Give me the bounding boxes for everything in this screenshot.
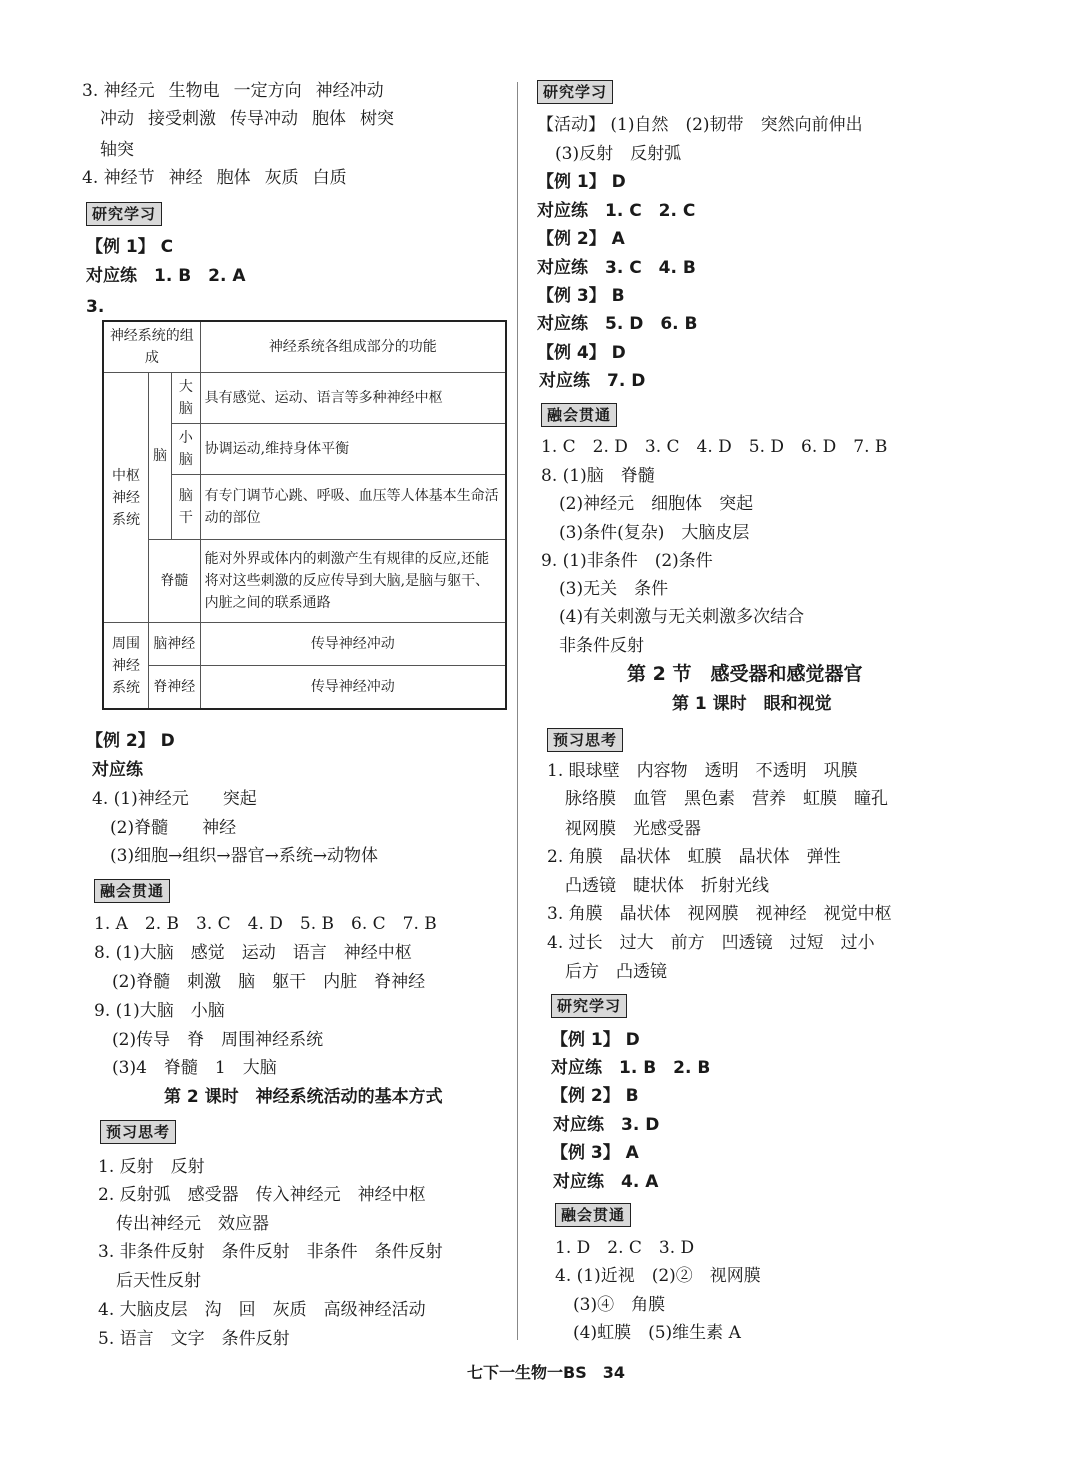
- answer-line: 非条件反射: [559, 636, 644, 656]
- answer-line: 3. 非条件反射 条件反射 非条件 条件反射: [98, 1242, 443, 1262]
- example-answer: 【例 2】 A: [537, 229, 625, 249]
- section-box-integration: 融会贯通: [94, 879, 170, 903]
- page-footer: 七下一生物一BS 34: [467, 1363, 625, 1382]
- table-header: 神经系统各组成部分的功能: [200, 321, 506, 373]
- nervous-system-table: [102, 320, 507, 710]
- lesson-title: 第 2 课时 神经系统活动的基本方式: [164, 1087, 443, 1107]
- table-cell: 具有感觉、运动、语言等多种神经中枢: [200, 373, 506, 424]
- section-box-preview: 预习思考: [100, 1120, 176, 1144]
- practice-answer: 对应练 1. B 2. B: [551, 1058, 711, 1078]
- answer-line: 【活动】 (1)自然 (2)韧带 突然向前伸出: [537, 115, 863, 135]
- answer-line: (4)虹膜 (5)维生素 A: [573, 1323, 741, 1343]
- answer-line: (3)反射 反射弧: [555, 144, 682, 164]
- answer-line: 1. 眼球壁 内容物 透明 不透明 巩膜: [547, 761, 858, 781]
- answer-line: 后方 凸透镜: [565, 962, 667, 982]
- table-group-pns: 周围神经系统: [103, 623, 149, 710]
- answer-line: 8. (1)脑 脊髓: [541, 466, 655, 486]
- answer-line: (3)④ 角膜: [573, 1295, 666, 1315]
- example-answer: 【例 1】 D: [537, 172, 626, 192]
- answer-line: 凸透镜 睫状体 折射光线: [565, 876, 769, 896]
- practice-answer: 对应练 4. A: [553, 1172, 659, 1192]
- answer-line: 9. (1)大脑 小脑: [94, 1001, 225, 1021]
- section-box-integration: 融会贯通: [555, 1203, 631, 1227]
- example-answer: 【例 3】 B: [537, 286, 625, 306]
- answer-line: 4. (1)近视 (2)② 视网膜: [555, 1266, 761, 1286]
- answer-line: (3)4 脊髓 1 大脑: [112, 1058, 277, 1078]
- table-cell: 传导神经冲动: [200, 666, 506, 710]
- example-answer: 【例 1】 C: [86, 237, 174, 257]
- example-answer: 【例 2】 D: [86, 731, 175, 751]
- answer-line: 2. 反射弧 感受器 传入神经元 神经中枢: [98, 1185, 426, 1205]
- example-answer: 【例 4】 D: [537, 343, 626, 363]
- section-box-research: 研究学习: [86, 202, 162, 226]
- answer-line: 后天性反射: [116, 1271, 201, 1291]
- table-group-cns: 中枢神经系统: [103, 373, 149, 623]
- lesson-title: 第 1 课时 眼和视觉: [672, 694, 832, 714]
- practice-answer: 对应练 5. D 6. B: [537, 314, 698, 334]
- answer-line: 传出神经元 效应器: [116, 1214, 269, 1234]
- answer-line: 4. 过长 过大 前方 凹透镜 过短 过小: [547, 933, 875, 953]
- answer-line: (2)神经元 细胞体 突起: [559, 494, 754, 514]
- table-cell: 脊髓: [149, 540, 201, 623]
- section-box-integration: 融会贯通: [541, 403, 617, 427]
- answer-line: 8. (1)大脑 感觉 运动 语言 神经中枢: [94, 943, 412, 963]
- table-cell: 小脑: [172, 424, 201, 475]
- table-cell: 协调运动,维持身体平衡: [200, 424, 506, 475]
- answer-line: (2)传导 脊 周围神经系统: [112, 1030, 324, 1050]
- answer-line: 4. 大脑皮层 沟 回 灰质 高级神经活动: [98, 1300, 426, 1320]
- answer-line: 冲动 接受刺激 传导冲动 胞体 树突: [100, 109, 394, 129]
- answer-line: (3)无关 条件: [559, 579, 669, 599]
- example-answer: 【例 3】 A: [551, 1143, 639, 1163]
- answer-line: 3. 角膜 晶状体 视网膜 视神经 视觉中枢: [547, 904, 892, 924]
- answer-line: (3)条件(复杂) 大脑皮层: [559, 523, 750, 543]
- practice-answer: 对应练 7. D: [539, 371, 646, 391]
- section-title: 第 2 节 感受器和感觉器官: [627, 663, 863, 685]
- table-group-brain: 脑: [149, 373, 172, 540]
- answer-line: 脉络膜 血管 黑色素 营养 虹膜 瞳孔: [565, 789, 888, 809]
- answer-line: 9. (1)非条件 (2)条件: [541, 551, 713, 571]
- example-answer: 【例 1】 D: [551, 1030, 640, 1050]
- practice-answer: 对应练 1. B 2. A: [86, 266, 246, 286]
- section-box-research: 研究学习: [551, 994, 627, 1018]
- answer-line: 2. 角膜 晶状体 虹膜 晶状体 弹性: [547, 847, 841, 867]
- table-cell: 传导神经冲动: [200, 623, 506, 666]
- practice-label: 对应练: [92, 760, 143, 780]
- answer-line: 视网膜 光感受器: [565, 819, 701, 839]
- answer-line: 4. (1)神经元 突起: [92, 789, 257, 809]
- table-cell: 能对外界或体内的刺激产生有规律的反应,还能将对这些刺激的反应传导到大脑,是脑与躯干、内脏之间的联系通路: [200, 540, 506, 623]
- table-cell: 大脑: [172, 373, 201, 424]
- answer-line: (2)脊髓 神经: [110, 818, 237, 838]
- question-number: 3.: [86, 297, 105, 317]
- table-cell: 有专门调节心跳、呼吸、血压等人体基本生命活动的部位: [200, 475, 506, 540]
- table-cell: 脑干: [172, 475, 201, 540]
- example-answer: 【例 2】 B: [551, 1086, 639, 1106]
- practice-answer: 对应练 3. C 4. B: [537, 258, 696, 278]
- answer-line: 轴突: [100, 140, 134, 160]
- answer-line: 1. D 2. C 3. D: [555, 1238, 695, 1258]
- answer-line: (2)脊髓 刺激 脑 躯干 内脏 脊神经: [112, 972, 426, 992]
- answer-line: (4)有关刺激与无关刺激多次结合: [559, 607, 805, 627]
- column-divider: [517, 82, 518, 1340]
- answer-line: (3)细胞→组织→器官→系统→动物体: [110, 846, 379, 866]
- table-cell: 脑神经: [149, 623, 201, 666]
- answer-line: 3. 神经元 生物电 一定方向 神经冲动: [82, 81, 384, 101]
- practice-answer: 对应练 1. C 2. C: [537, 201, 696, 221]
- answer-line: 5. 语言 文字 条件反射: [98, 1329, 290, 1349]
- section-box-preview: 预习思考: [547, 728, 623, 752]
- practice-answer: 对应练 3. D: [553, 1115, 660, 1135]
- answer-line: 1. C 2. D 3. C 4. D 5. D 6. D 7. B: [541, 437, 888, 457]
- answer-line: 4. 神经节 神经 胞体 灰质 白质: [82, 168, 347, 188]
- answer-line: 1. 反射 反射: [98, 1157, 205, 1177]
- table-cell: 脊神经: [149, 666, 201, 710]
- table-header: 神经系统的组成: [103, 321, 200, 373]
- section-box-research: 研究学习: [537, 80, 613, 104]
- answer-line: 1. A 2. B 3. C 4. D 5. B 6. C 7. B: [94, 914, 437, 934]
